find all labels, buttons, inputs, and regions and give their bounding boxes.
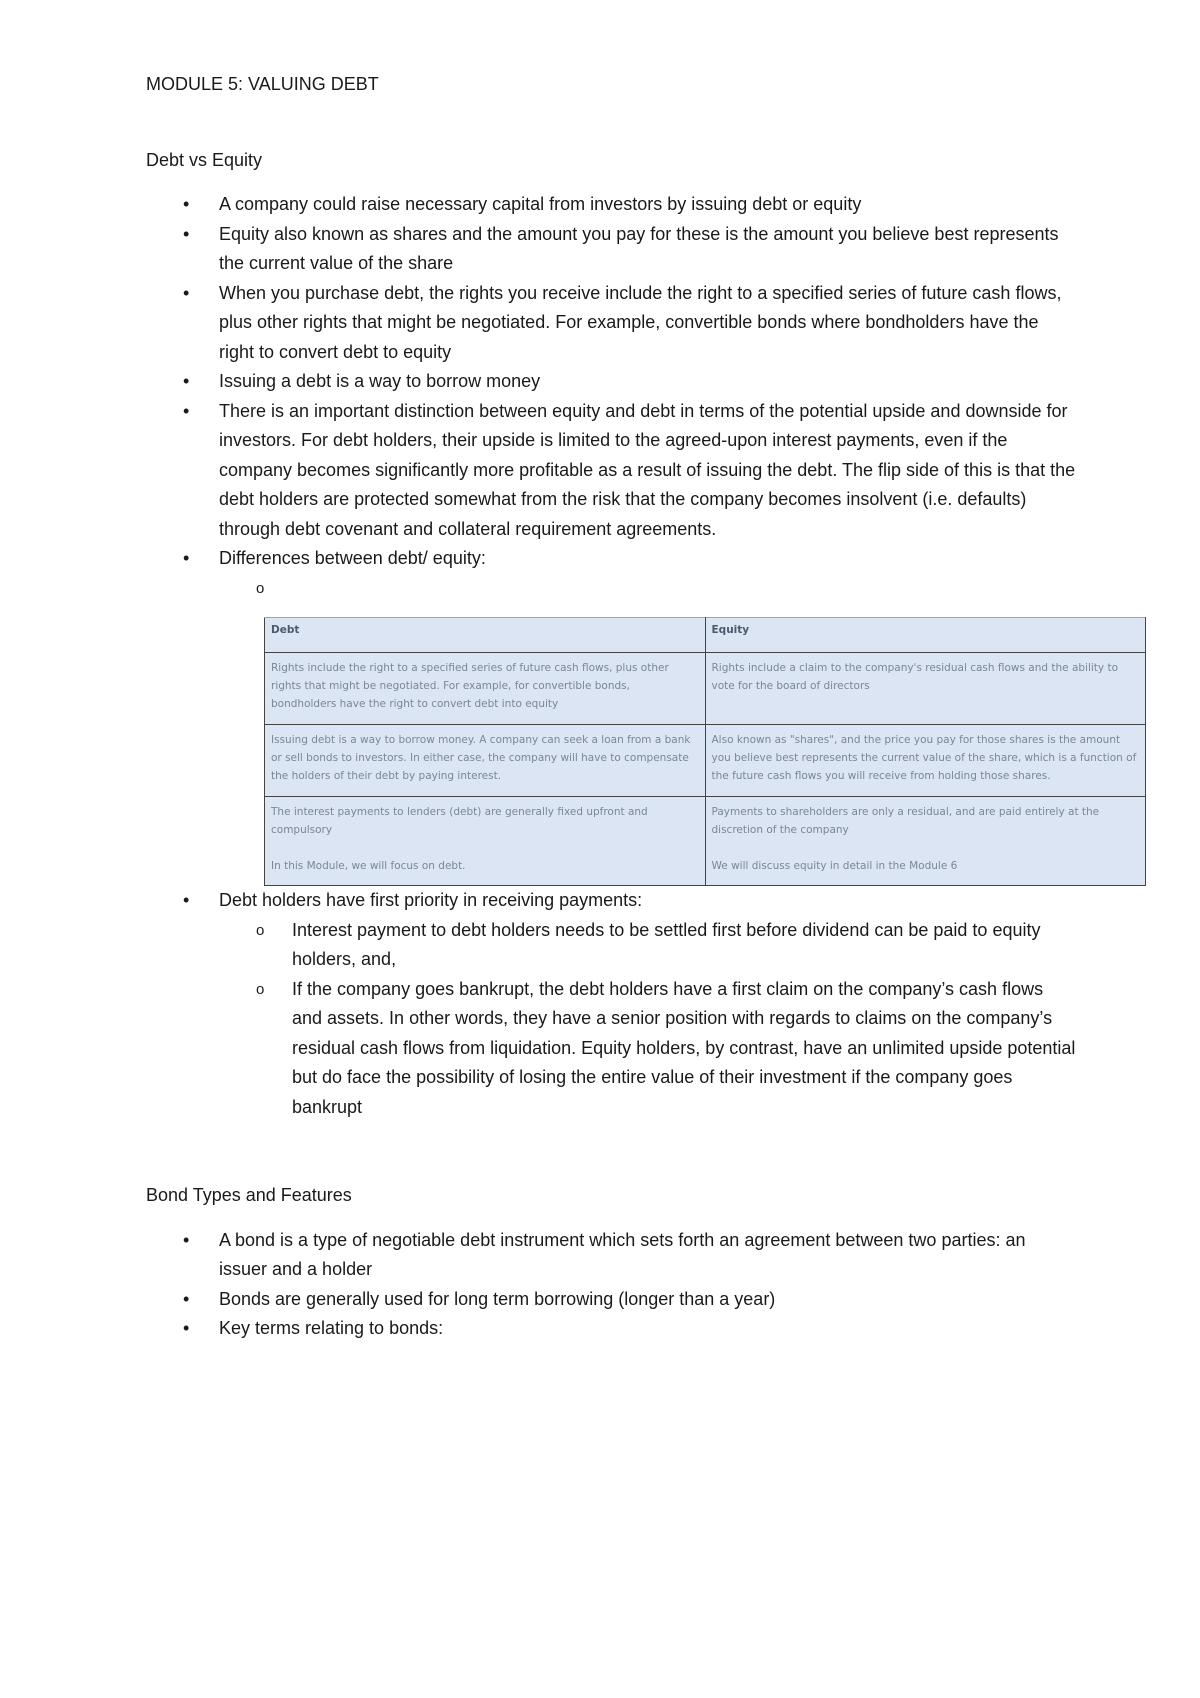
spacer xyxy=(146,175,1076,190)
spacer xyxy=(146,1122,1076,1181)
list-item: • A company could raise necessary capital from investors by issuing debt or equity xyxy=(146,190,1076,220)
spacer xyxy=(146,1211,1076,1226)
table-row xyxy=(265,725,1146,797)
table-header-debt: Debt xyxy=(265,618,706,653)
table-cell-equity xyxy=(705,797,1146,886)
cell-text: We will discuss equity in detail in the Module 6 xyxy=(711,860,958,872)
list-item xyxy=(146,886,1076,1122)
section-heading-bond-types: Bond Types and Features xyxy=(146,1185,352,1205)
table-cell-debt xyxy=(265,797,706,886)
sub-list-item: o Interest payment to debt holders needs to be settled first before dividend can be paid to equity holders, and, xyxy=(219,916,1076,975)
bullet-list-debt-vs-equity xyxy=(146,190,1076,574)
sub-list-item: o If the company goes bankrupt, the debt holders have a first claim on the company’s cash flows and assets. In other words, they have a senior position with regards to claims on the company’s residual cash flows from liquidation. Equity holders, by contrast, have an unlimited upside potential but do face the possibility of losing the entire value of their investment if the company goes bankrupt xyxy=(219,975,1076,1123)
debt-equity-table xyxy=(264,617,1146,886)
table-header-row xyxy=(265,618,1146,653)
debt-equity-table-image xyxy=(264,617,1146,886)
cell-text: Issuing debt is a way to borrow money. A company can seek a loan from a bank or sell bonds to investors. In either case, the company will have to compensate the holders of their debt by paying interest. xyxy=(271,734,691,782)
list-item: • Bonds are generally used for long term borrowing (longer than a year) xyxy=(146,1285,1076,1315)
section-heading-debt-vs-equity: Debt vs Equity xyxy=(146,149,263,170)
table-cell-equity xyxy=(705,725,1146,797)
table-cell-equity xyxy=(705,653,1146,725)
table-row xyxy=(265,797,1146,886)
list-item: • Key terms relating to bonds: xyxy=(146,1314,1076,1344)
cell-text: Also known as "shares", and the price you pay for those shares is the amount you believe best represents the current value of the share, which is a function of the future cash flows you will receive from holding those shares. xyxy=(711,734,1137,782)
sub-bullet-marker: o xyxy=(256,579,265,597)
empty-sub-item xyxy=(146,574,1076,604)
cell-text: The interest payments to lenders (debt) are generally fixed upfront and compulsory xyxy=(271,806,648,836)
list-item: • When you purchase debt, the rights you receive include the right to a specified series of future cash flows, plus other rights that might be negotiated. For example, convertible bonds where bondholders have the right to convert debt to equity xyxy=(146,279,1076,368)
list-item-text: Debt holders have first priority in receiving payments: xyxy=(219,890,643,910)
cell-text: Payments to shareholders are only a residual, and are paid entirely at the discretion of the company xyxy=(711,806,1100,836)
list-item: • There is an important distinction between equity and debt in terms of the potential upside and downside for investors. For debt holders, their upside is limited to the agreed-upon interest payments, even if the company becomes significantly more profitable as a result of issuing the debt. The flip side of this is that the debt holders are protected somewhat from the risk that the company becomes insolvent (i.e. defaults) through debt covenant and collateral requirement agreements. xyxy=(146,397,1076,545)
table-cell-debt xyxy=(265,653,706,725)
bullet-list-bond-types xyxy=(146,1226,1076,1344)
cell-text: In this Module, we will focus on debt. xyxy=(271,860,466,872)
table-header-equity: Equity xyxy=(705,618,1146,653)
bullet-list-priority xyxy=(146,886,1076,1122)
list-item: • Differences between debt/ equity: xyxy=(146,544,1076,574)
spacer xyxy=(146,100,1076,146)
table-cell-debt xyxy=(265,725,706,797)
list-item: • Equity also known as shares and the amount you pay for these is the amount you believe best represents the current value of the share xyxy=(146,220,1076,279)
cell-text: Rights include a claim to the company's residual cash flows and the ability to vote for the board of directors xyxy=(711,662,1119,692)
cell-text: Rights include the right to a specified series of future cash flows, plus other rights that might be negotiated. For example, for convertible bonds, bondholders have the right to convert debt into equity xyxy=(271,662,669,710)
document-title: MODULE 5: VALUING DEBT xyxy=(146,74,379,94)
list-item: • Issuing a debt is a way to borrow money xyxy=(146,367,1076,397)
sub-list xyxy=(219,916,1076,1123)
table-row xyxy=(265,653,1146,725)
document-page xyxy=(146,70,1137,1344)
list-item: • A bond is a type of negotiable debt instrument which sets forth an agreement between two parties: an issuer and a holder xyxy=(146,1226,1076,1285)
